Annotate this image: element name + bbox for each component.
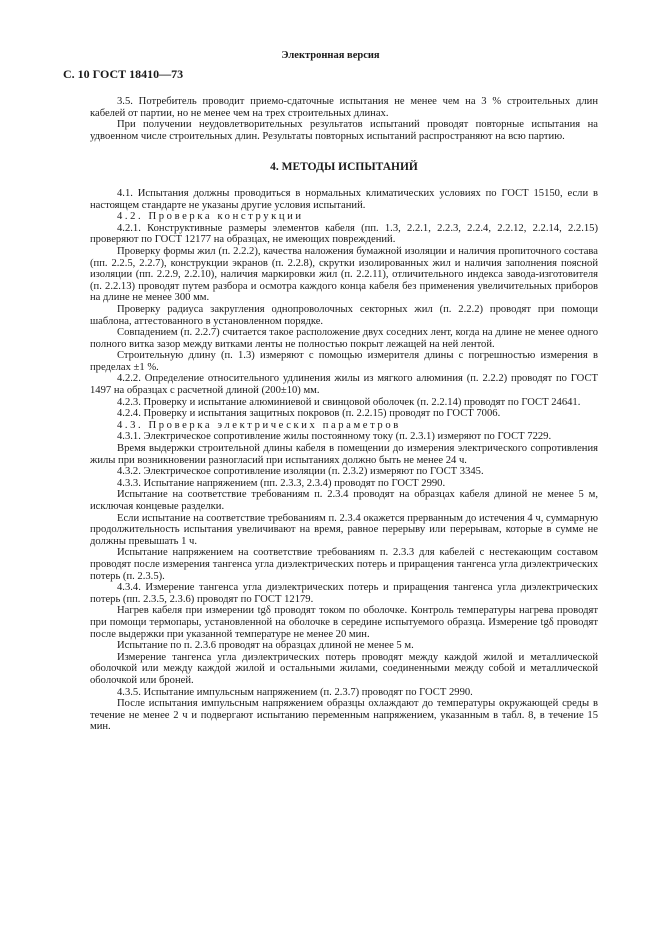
paragraph: 4.1. Испытания должны проводиться в нормальных климатических условиях по ГОСТ 15150, если в настоящем стандарте не указаны другие условия испытаний. <box>90 187 598 211</box>
paragraph: Если испытание на соответствие требованиям п. 2.3.4 окажется прерванным до истечения 4 ч, суммарную продолжительность испытания увеличивают на время, равное перерыву или перерывам, которые в сумме не должны превышать 1 ч. <box>90 512 598 547</box>
paragraph: Совпадением (п. 2.2.7) считается такое расположение двух соседних лент, когда на длине не менее одного полного витка зазор между витками ленты не полностью покрыт лежащей на ней лентой. <box>90 327 598 350</box>
paragraph: 4.3.1. Электрическое сопротивление жилы постоянному току (п. 2.3.1) измеряют по ГОСТ 7229. <box>117 431 552 443</box>
subsection-heading: 4.3. Проверка электрических параметров <box>117 419 401 431</box>
paragraph: 3.5. Потребитель проводит приемо-сдаточные испытания не менее чем на 3 % строительных длин кабелей от партии, но не менее чем на трех строительных длинах. <box>90 96 598 119</box>
section-title: 4. МЕТОДЫ ИСПЫТАНИЙ <box>270 161 418 174</box>
paragraph: Измерение тангенса угла диэлектрических потерь проводят между каждой жилой и металлической оболочкой или между каждой жилой и остальными жилами, соединенными между собой и металлической оболочкой или броней. <box>90 651 598 686</box>
page-header: С. 10 ГОСТ 18410—73 <box>63 67 184 81</box>
paragraph: 4.3.5. Испытание импульсным напряжением (п. 2.3.7) проводят по ГОСТ 2990. <box>117 686 473 698</box>
subsection-heading: 4.2. Проверка конструкции <box>117 211 304 223</box>
paragraph: 4.2.4. Проверку и испытания защитных покровов (п. 2.2.15) проводят по ГОСТ 7006. <box>117 408 501 420</box>
paragraph: Нагрев кабеля при измерении tgδ проводят током по оболочке. Контроль температуры нагрева проводят при помощи термопары, установленной на оболочке в середине испытуемого образца. Измерение tgδ проводят после выдержки при указанной температуре не менее 20 мин. <box>90 605 598 640</box>
paragraph: 4.3.2. Электрическое сопротивление изоляции (п. 2.3.2) измеряют по ГОСТ 3345. <box>117 466 484 478</box>
paragraph: Испытание напряжением на соответствие требованиям п. 2.3.3 для кабелей с нестекающим составом проводят после измерения тангенса угла диэлектрических потерь и приращения тангенса угла диэлектрических потерь (п. 2.3.5). <box>90 547 598 582</box>
paragraph: После испытания импульсным напряжением образцы охлаждают до температуры окружающей среды в течение не менее 2 ч и подвергают испытанию переменным напряжением, указанным в табл. 8, в течение 15 мин. <box>90 698 598 733</box>
paragraph: Испытание на соответствие требованиям п. 2.3.4 проводят на образцах кабеля длиной не менее 5 м, исключая концевые разделки. <box>90 489 598 512</box>
paragraph: При получении неудовлетворительных результатов испытаний проводят повторные испытания на удвоенном числе строительных длин. Результаты повторных испытаний распространяют на всю партию. <box>90 119 598 142</box>
paragraph: 4.3.4. Измерение тангенса угла диэлектрических потерь и приращения тангенса угла диэлектрических потерь (пп. 2.3.5, 2.3.6) проводят по ГОСТ 12179. <box>90 582 598 605</box>
paragraph: Строительную длину (п. 1.3) измеряют с помощью измерителя длины с погрешностью измерения в пределах ±1 %. <box>90 350 598 373</box>
top-label: Электронная версия <box>281 50 380 61</box>
paragraph: 4.2.3. Проверку и испытание алюминиевой и свинцовой оболочек (п. 2.2.14) проводят по ГОСТ 24641. <box>117 396 581 408</box>
paragraph: 4.2.1. Конструктивные размеры элементов кабеля (пп. 1.3, 2.2.1, 2.2.3, 2.2.4, 2.2.12, 2.2.14, 2.2.15) проверяют по ГОСТ 12177 на образцах, не имеющих повреждений. <box>90 222 598 246</box>
document-body <box>90 96 598 733</box>
paragraph: 4.2.2. Определение относительного удлинения жилы из мягкого алюминия (п. 2.2.2) проводят по ГОСТ 1497 на образцах с расчетной длиной (200±10) мм. <box>90 373 598 397</box>
paragraph: Проверку радиуса закругления однопроволочных секторных жил (п. 2.2.2) проводят при помощи шаблона, аттестованного в установленном порядке. <box>90 303 598 327</box>
paragraph: Проверку формы жил (п. 2.2.2), качества наложения бумажной изоляции и наличия пропиточного состава (пп. 2.2.5, 2.2.7), конструкции экранов (п. 2.2.8), скрутки изолированных жил и наличия заполнения поясной изоляции (пп. 2.2.9, 2.2.10), наличия маркировки жил (п. 2.2.11), отличительного индекса завода-изготовителя (п. 2.2.13) проводят путем разбора и осмотра каждого конца кабеля без применения увеличительных приборов на длине не менее 300 мм. <box>90 245 598 304</box>
paragraph: Испытание по п. 2.3.6 проводят на образцах длиной не менее 5 м. <box>117 640 414 652</box>
paragraph: 4.3.3. Испытание напряжением (пп. 2.3.3, 2.3.4) проводят по ГОСТ 2990. <box>117 477 446 489</box>
paragraph: Время выдержки строительной длины кабеля в помещении до измерения электрического сопротивления жилы при возникновении разногласий при испытаниях должно быть не менее 24 ч. <box>90 443 598 466</box>
